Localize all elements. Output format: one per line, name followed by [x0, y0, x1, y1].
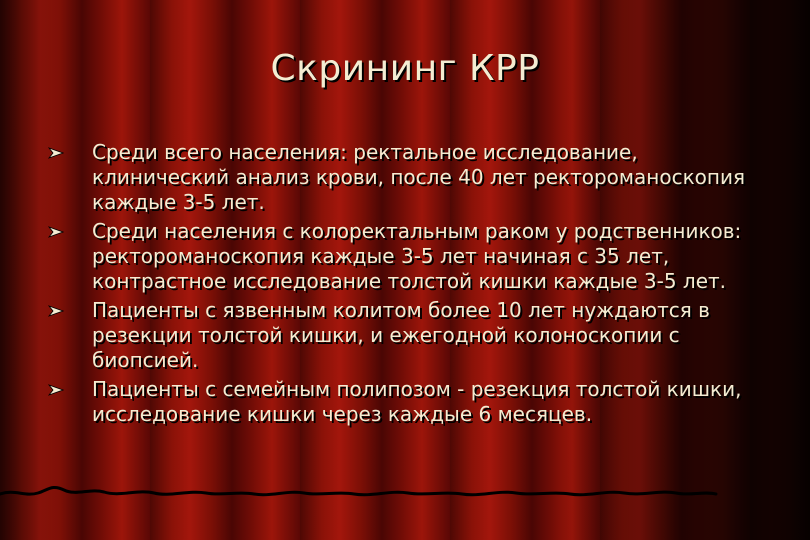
arrowhead-icon [48, 305, 64, 317]
bullet-item [48, 377, 768, 427]
bullet-text: Пациенты с семейным полипозом - резекция толстой кишки, исследование кишки через каждые 6 месяцев. [92, 377, 742, 426]
bullet-text: Среди всего населения: ректальное исследование, клинический анализ крови, после 40 лет ректороманоскопия каждые 3-5 лет. [92, 140, 745, 214]
bullet-text: Пациенты с язвенным колитом более 10 лет нуждаются в резекции толстой кишки, и ежегодной колоноскопии с биопсией. [92, 298, 710, 372]
bullet-item [48, 140, 768, 215]
bullet-item [48, 219, 768, 294]
bullet-item [48, 298, 768, 373]
arrowhead-icon [48, 147, 64, 159]
arrowhead-icon [48, 384, 64, 396]
bullet-text: Среди населения с колоректальным раком у родственников: ректороманоскопия каждые 3-5 лет начиная с 35 лет, контрастное исследование толстой кишки каждые 3-5 лет. [92, 219, 742, 293]
slide-title: Скрининг КРР [270, 48, 540, 89]
bullet-list [48, 140, 768, 431]
arrowhead-icon [48, 226, 64, 238]
